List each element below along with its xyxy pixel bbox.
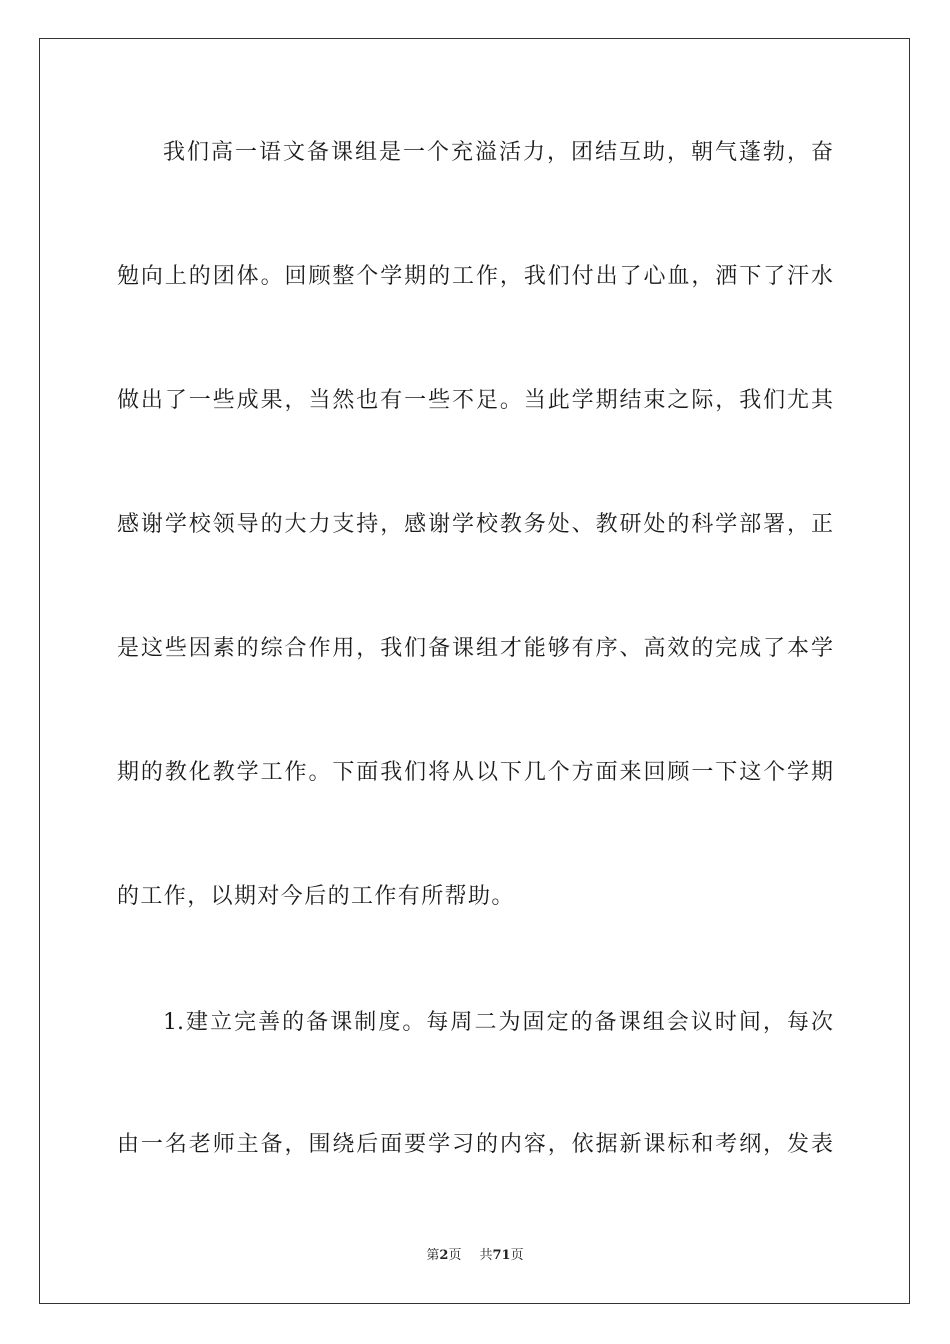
footer-total-prefix: 共	[479, 1248, 493, 1263]
footer-page-prefix: 第	[426, 1248, 440, 1263]
footer-page-suffix: 页	[448, 1248, 462, 1263]
body-line-7: 的工作，以期对今后的工作有所帮助。	[117, 884, 515, 909]
body-line-2: 勉向上的团体。回顾整个学期的工作，我们付出了心血，洒下了汗水	[117, 264, 833, 289]
footer-total-number: 71	[492, 1248, 511, 1263]
body-line-3: 做出了一些成果，当然也有一些不足。当此学期结束之际，我们尤其	[117, 388, 833, 413]
body-line-5: 是这些因素的综合作用，我们备课组才能够有序、高效的完成了本学	[117, 636, 833, 661]
page-footer	[0, 1247, 950, 1265]
footer-total-suffix: 页	[510, 1248, 524, 1263]
page-border	[39, 38, 910, 1304]
body-line-6: 期的教化教学工作。下面我们将从以下几个方面来回顾一下这个学期	[117, 760, 833, 785]
footer-page-number: 2	[439, 1248, 449, 1263]
body-line-9: 由一名老师主备，围绕后面要学习的内容，依据新课标和考纲，发表	[117, 1132, 833, 1157]
body-line-4: 感谢学校领导的大力支持，感谢学校教务处、教研处的科学部署，正	[117, 512, 833, 537]
body-line-1: 我们高一语文备课组是一个充溢活力，团结互助，朝气蓬勃，奋	[163, 140, 833, 165]
body-line-8: 1.建立完善的备课制度。每周二为固定的备课组会议时间，每次	[163, 1010, 833, 1035]
